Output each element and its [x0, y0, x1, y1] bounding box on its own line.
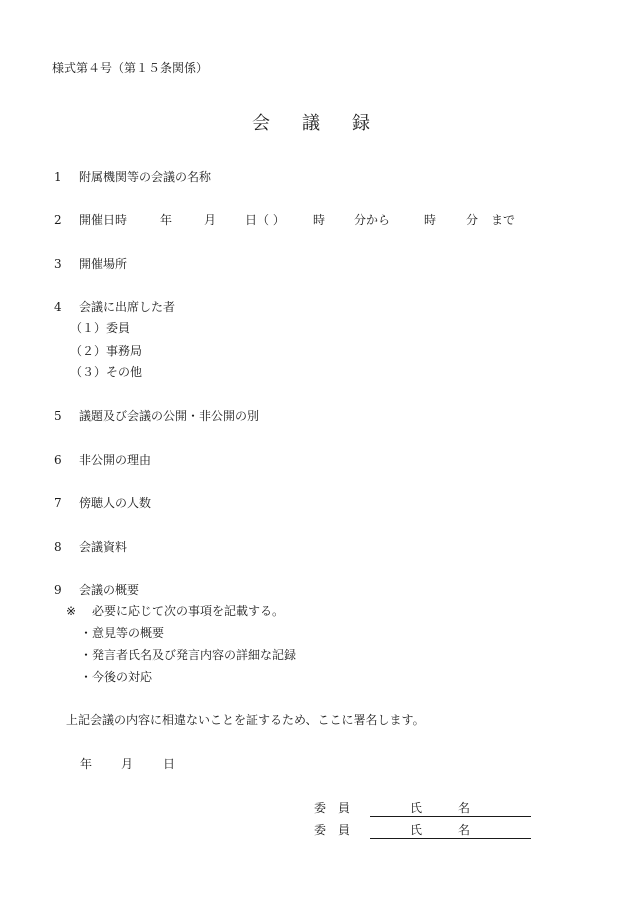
- summary-item-opinions: ・意見等の概要: [80, 626, 165, 640]
- signature-2-role: 委 員: [314, 823, 351, 837]
- section-8-label: 会議資料: [79, 540, 128, 554]
- signature-2-name-label: 氏 名: [410, 823, 471, 837]
- section-3-number: 3: [54, 257, 62, 271]
- datetime-minute-to: 分: [466, 213, 479, 227]
- document-title: 会議録: [252, 113, 402, 134]
- datetime-hour-to: 時: [424, 213, 437, 227]
- signing-date-month: 月: [121, 757, 134, 771]
- datetime-day: 日（ ）: [245, 213, 285, 227]
- section-7-label: 傍聴人の人数: [79, 496, 152, 510]
- section-4-label: 会議に出席した者: [79, 300, 176, 314]
- datetime-hour-from: 時: [313, 213, 326, 227]
- signature-1-role: 委 員: [314, 801, 351, 815]
- note-text: 必要に応じて次の事項を記載する。: [92, 604, 285, 618]
- section-5-label: 議題及び会議の公開・非公開の別: [79, 409, 260, 423]
- section-3-label: 開催場所: [79, 257, 128, 271]
- signature-1-line: [370, 816, 531, 817]
- attendee-secretariat: （２）事務局: [70, 344, 143, 358]
- datetime-year: 年: [160, 213, 173, 227]
- signature-1-name-label: 氏 名: [410, 801, 471, 815]
- section-6-number: 6: [54, 453, 62, 467]
- signature-2-line: [370, 838, 531, 839]
- form-number: 様式第４号（第１５条関係）: [52, 61, 209, 75]
- section-1-label: 附属機関等の会議の名称: [79, 170, 212, 184]
- signing-date-year: 年: [80, 757, 93, 771]
- section-7-number: 7: [54, 496, 62, 510]
- certification-statement: 上記会議の内容に相違ないことを証するため、ここに署名します。: [66, 713, 425, 727]
- attendee-other: （３）その他: [70, 365, 143, 379]
- signing-date-day: 日: [163, 757, 176, 771]
- section-2-label: 開催日時: [79, 213, 128, 227]
- section-4-number: 4: [54, 300, 62, 314]
- section-9-number: 9: [54, 583, 62, 597]
- summary-item-speaker-record: ・発言者氏名及び発言内容の詳細な記録: [80, 648, 297, 662]
- section-8-number: 8: [54, 540, 62, 554]
- summary-item-future-action: ・今後の対応: [80, 670, 153, 684]
- datetime-until: まで: [491, 213, 516, 227]
- note-mark: ※: [66, 604, 77, 618]
- datetime-minute-from: 分から: [354, 213, 391, 227]
- section-6-label: 非公開の理由: [79, 453, 152, 467]
- section-1-number: 1: [54, 170, 62, 184]
- attendee-members: （１）委員: [70, 321, 131, 335]
- section-2-number: 2: [54, 213, 62, 227]
- section-9-label: 会議の概要: [79, 583, 140, 597]
- section-5-number: 5: [54, 409, 62, 423]
- datetime-month: 月: [204, 213, 217, 227]
